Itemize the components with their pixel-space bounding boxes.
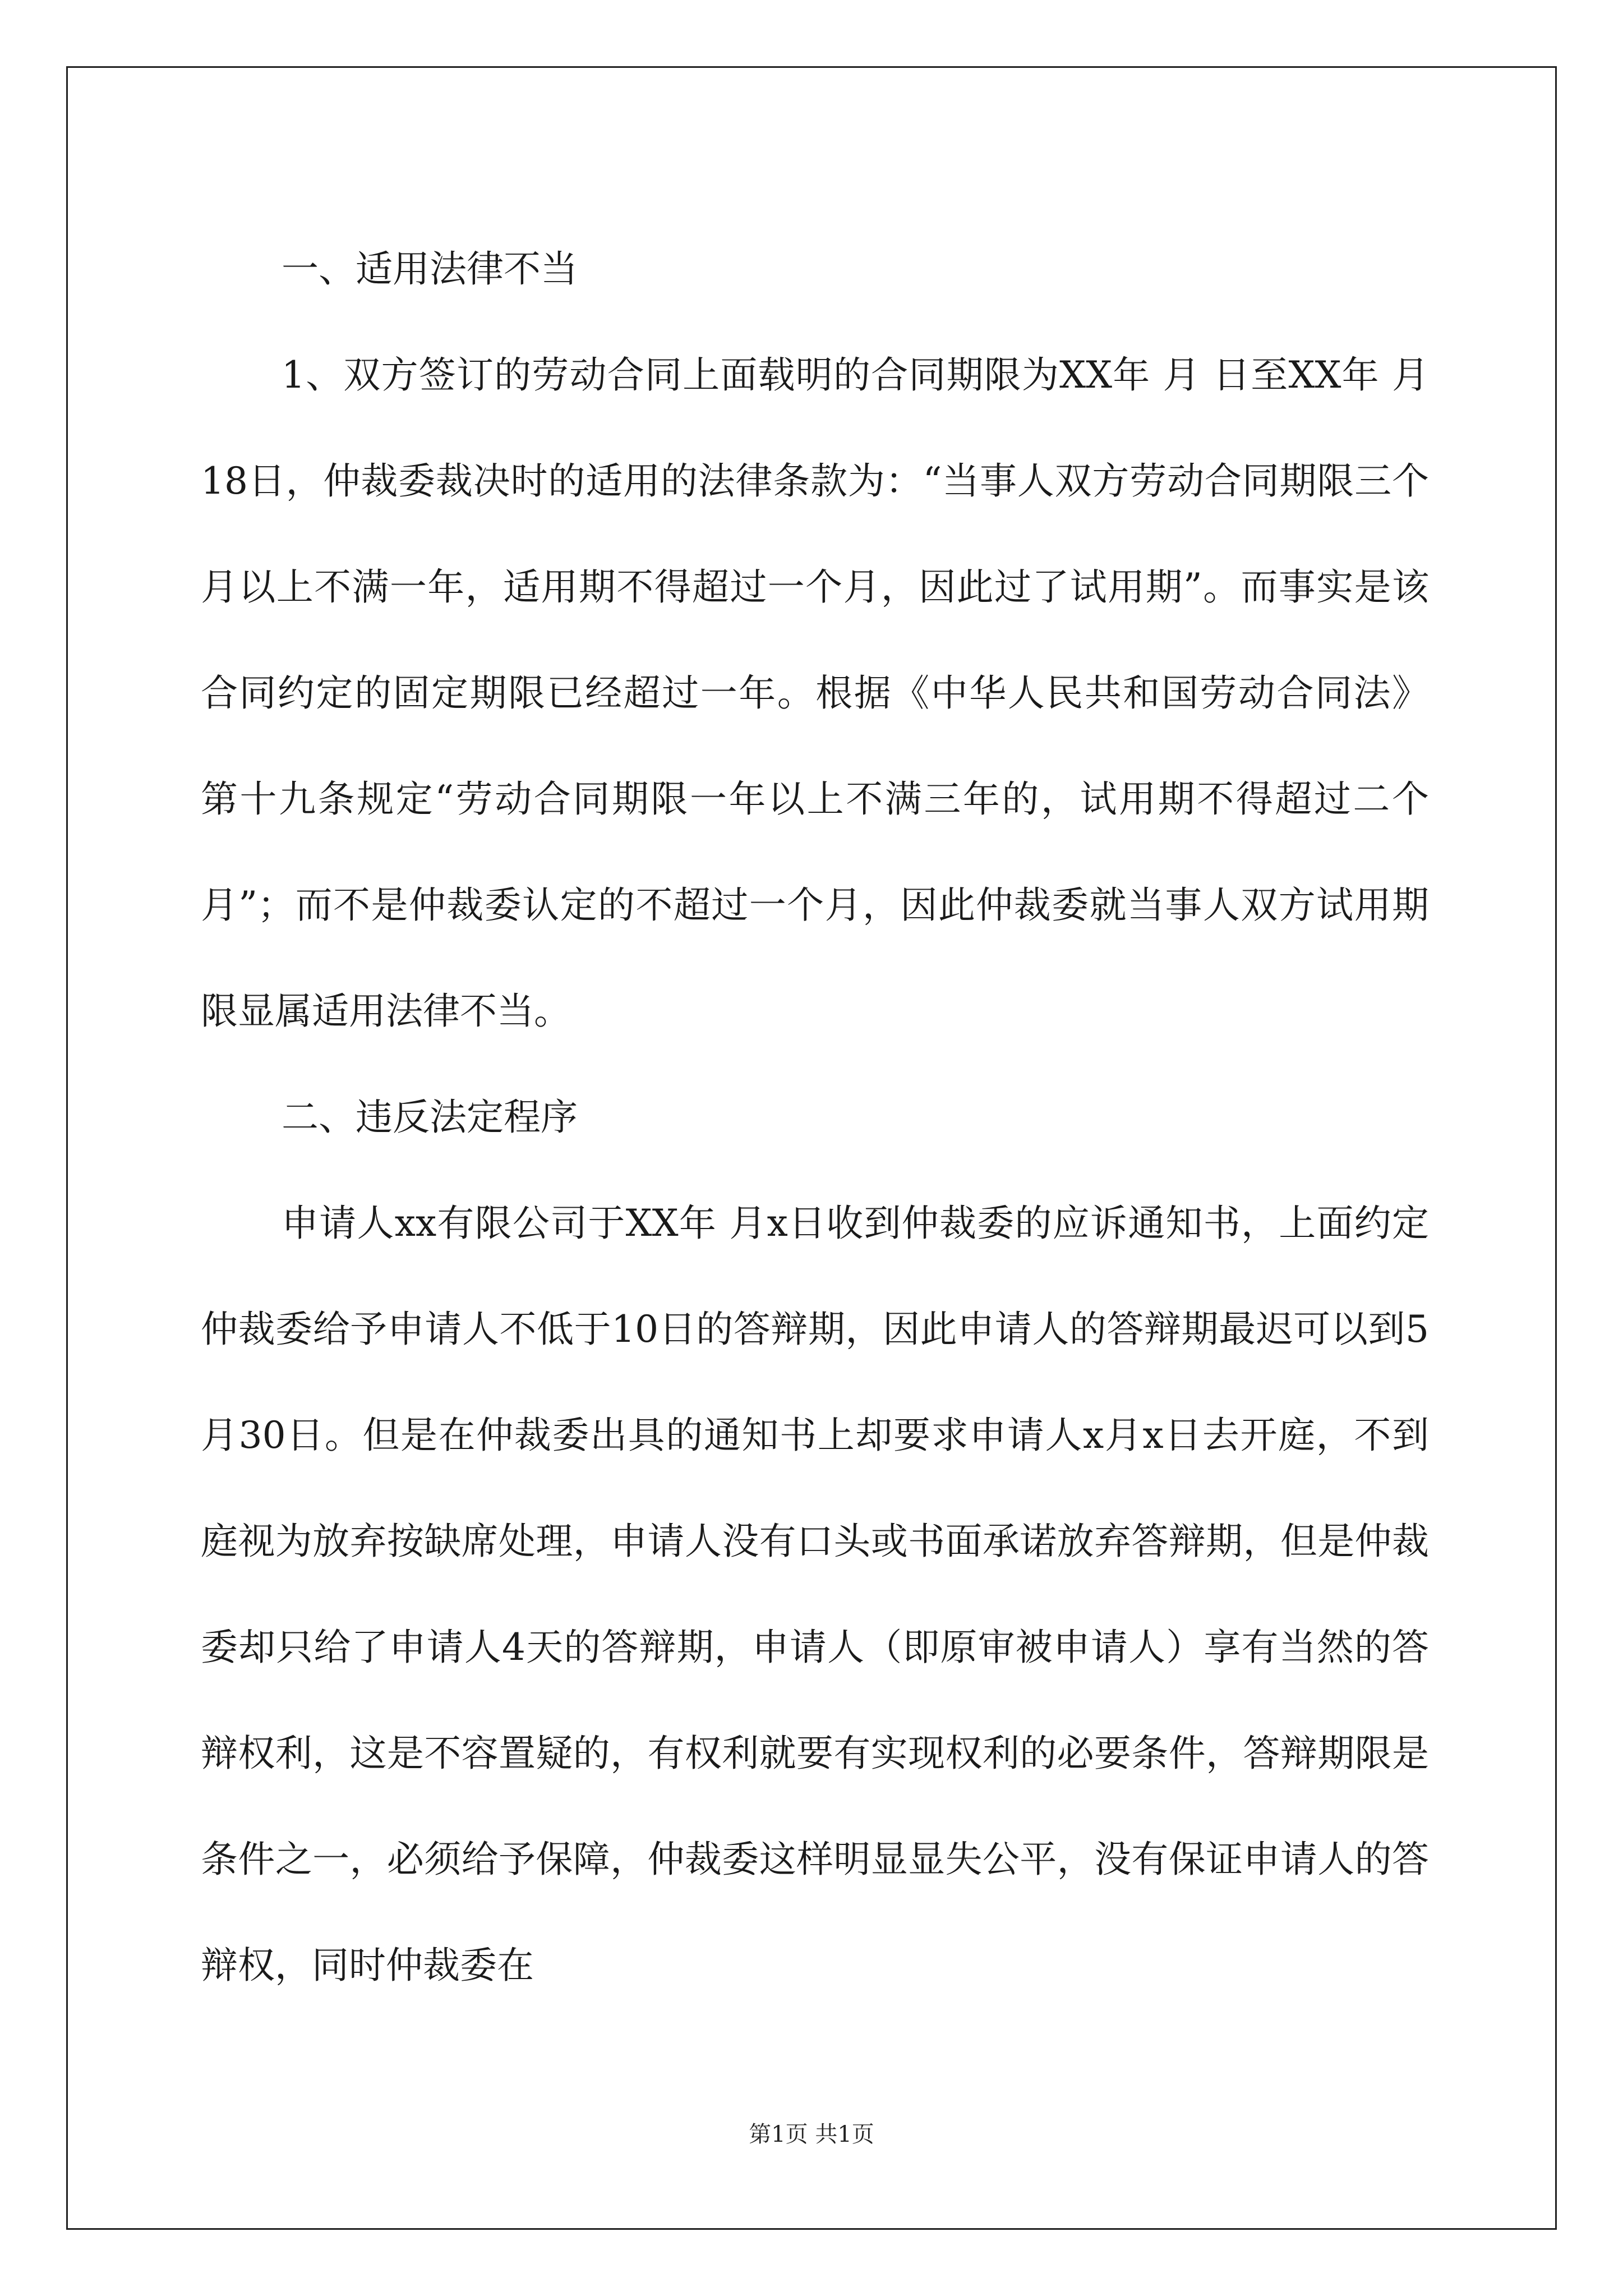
section-1-paragraph-1: 1、双方签订的劳动合同上面载明的合同期限为XX年 月 日至XX年 月18日，仲裁委裁决时的适用的法律条款为：“当事人双方劳动合同期限三个月以上不满一年，适用期不得超过一个月，因此过了试用期”。而事实是该合同约定的固定期限已经超过一年。根据《中华人民共和国劳动合同法》 第十九条规定“劳动合同期限一年以上不满三年的，试用期不得超过二个月”；而不是仲裁委认定的不超过一个月，因此仲裁委就当事人双方试用期限显属适用法律不当。 xyxy=(201,353,1429,1033)
section-heading-2: 二、违反法定程序 xyxy=(282,1096,578,1139)
section-2-paragraph-1: 申请人xx有限公司于XX年 月x日收到仲裁委的应诉通知书，上面约定仲裁委给予申请人不低于10日的答辩期，因此申请人的答辩期最迟可以到5月30日。但是在仲裁委出具的通知书上却要求申请人x月x日去开庭，不到庭视为放弃按缺席处理，申请人没有口头或书面承诺放弃答辩期，但是仲裁委却只给了申请人4天的答辩期，申请人（即原审被申请人）享有当然的答辩权利，这是不容置疑的，有权利就要有实现权利的必要条件，答辩期限是条件之一，必须给予保障，仲裁委这样明显显失公平，没有保证申请人的答辩权，同时仲裁委在 xyxy=(201,1202,1429,1987)
page-number-footer: 第1页 共1页 xyxy=(749,2122,874,2147)
document-body xyxy=(201,216,1429,2018)
section-heading-1: 一、适用法律不当 xyxy=(282,247,578,291)
